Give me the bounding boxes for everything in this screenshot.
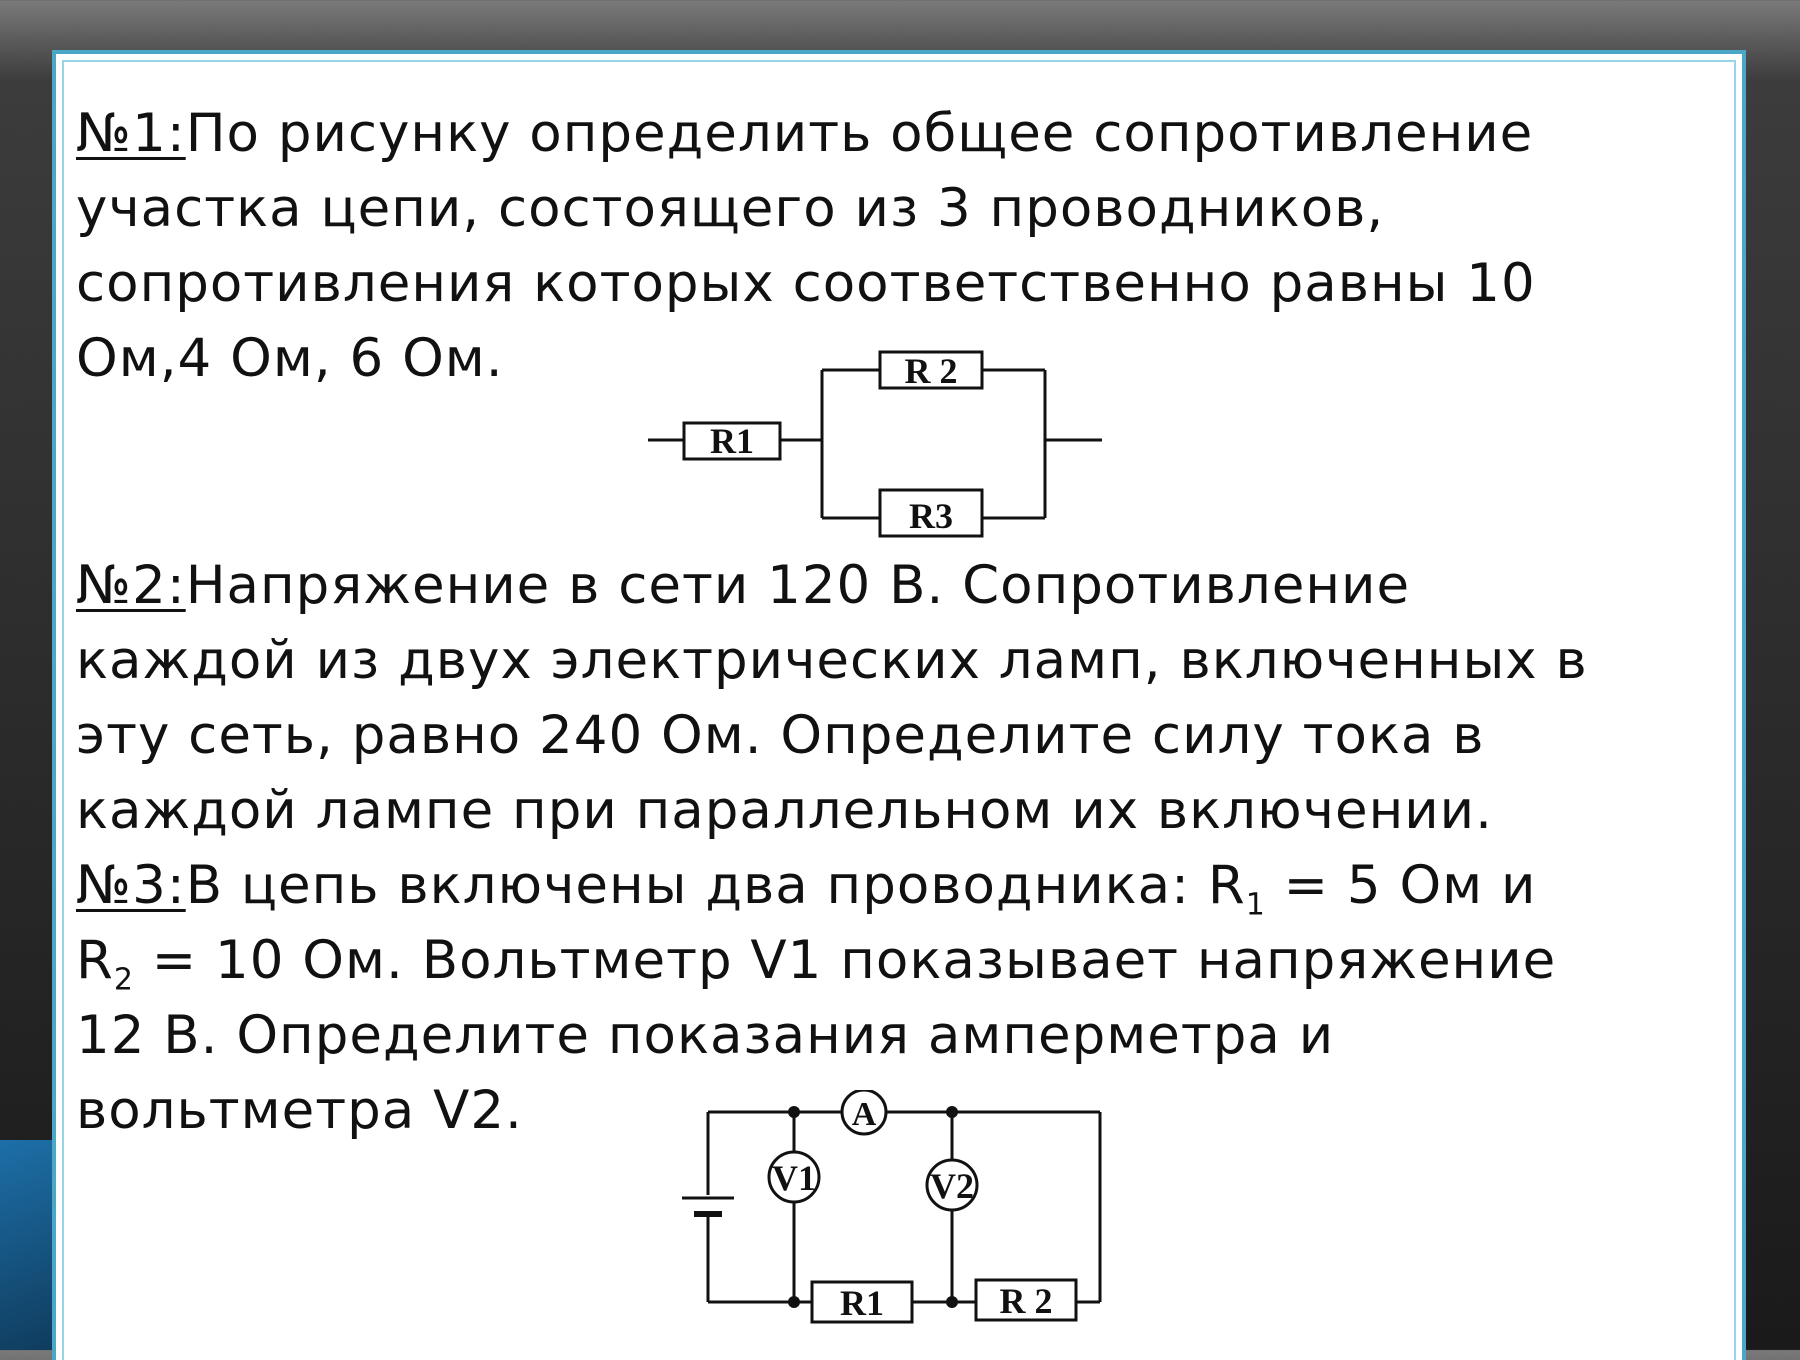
voltmeter-v1-label: V1: [772, 1158, 816, 1198]
problem-3-text-1-tail: = 5 Ом и: [1265, 855, 1537, 916]
resistor-r2-label: R 2: [904, 351, 958, 391]
problem-1-text-1: По рисунку определить общее сопротивление: [185, 103, 1534, 164]
problem-3-sub-1: 1: [1245, 887, 1266, 923]
resistor-r1-label: R1: [840, 1283, 884, 1323]
node-bottom-right: [946, 1296, 958, 1308]
problem-3-text-2-tail: = 10 Ом. Вольтметр V1 показывает напряжение: [133, 930, 1557, 991]
problem-3-text-1: В цепь включены два проводника: R: [185, 855, 1246, 916]
problem-2-line-3: эту сеть, равно 240 Ом. Определите силу тока в: [76, 705, 1485, 766]
node-bottom-left: [788, 1296, 800, 1308]
problem-3-sub-2: 2: [113, 962, 134, 998]
resistor-r3-label: R3: [909, 496, 953, 536]
circuit-diagram-2: [670, 1090, 1110, 1330]
problem-2-number: №2:: [76, 555, 186, 616]
problem-2-text-1: Напряжение в сети 120 В. Сопротивление: [185, 555, 1411, 616]
problem-2: [76, 548, 1716, 848]
problem-2-line-1: [76, 548, 1716, 623]
problem-1-line-4: Ом,4 Ом, 6 Ом.: [76, 328, 504, 389]
resistor-r2-label: R 2: [999, 1281, 1053, 1321]
problem-3-number: №3:: [76, 855, 186, 916]
problem-3-line-4: вольтметра V2.: [76, 1080, 523, 1141]
problem-2-line-4: каждой лампе при параллельном их включении.: [76, 780, 1493, 841]
ammeter-label: A: [851, 1096, 877, 1133]
problem-3-text-2: R: [76, 930, 114, 991]
problem-1-number: №1:: [76, 103, 186, 164]
problem-3-line-1: [76, 848, 1716, 923]
resistor-r1-label: R1: [710, 421, 754, 461]
problem-3-line-2: [76, 923, 1716, 998]
problem-3-line-3: 12 В. Определите показания амперметра и: [76, 1005, 1335, 1066]
problem-1-line-2: участка цепи, состоящего из 3 проводников,: [76, 178, 1385, 239]
node-top-right: [946, 1106, 958, 1118]
circuit-diagram-1: [640, 340, 1110, 540]
problem-2-line-2: каждой из двух электрических ламп, включенных в: [76, 630, 1588, 691]
problem-1-line-1: [76, 96, 1716, 171]
problem-1-line-3: сопротивления которых соответственно равны 10: [76, 253, 1536, 314]
voltmeter-v2-label: V2: [930, 1166, 974, 1206]
node-top-left: [788, 1106, 800, 1118]
